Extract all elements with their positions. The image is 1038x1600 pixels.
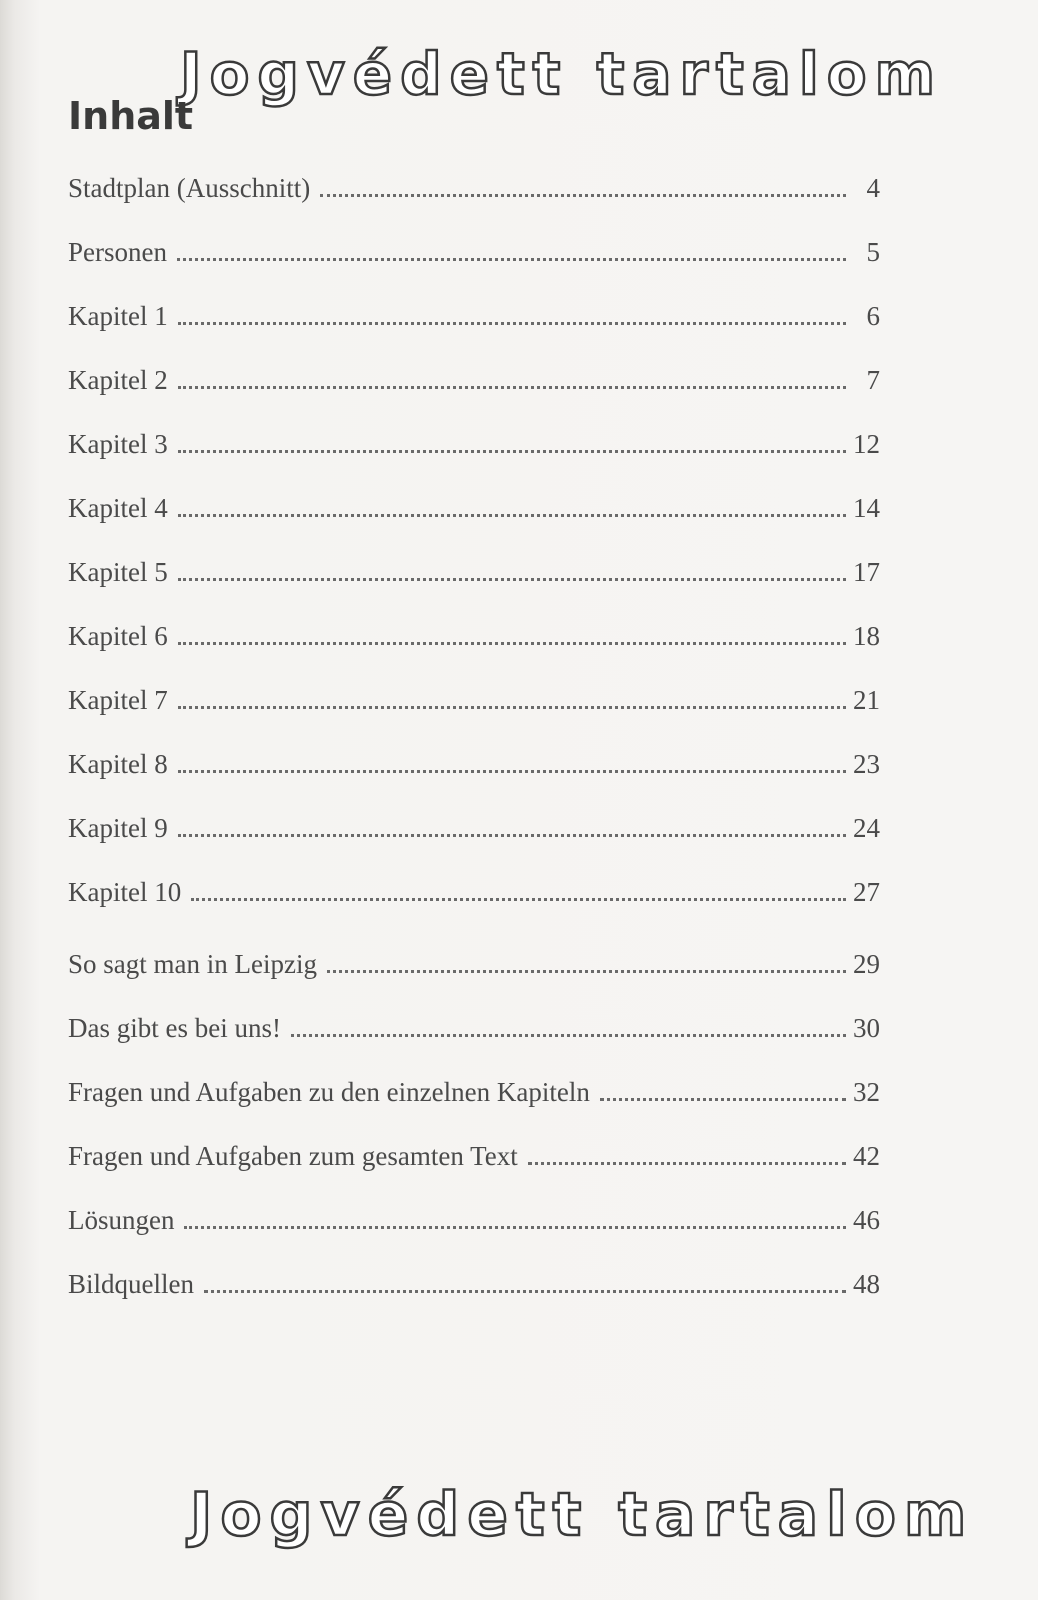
- toc-entry-label: Fragen und Aufgaben zum gesamten Text: [68, 1141, 518, 1171]
- dot-leader: [178, 704, 846, 709]
- toc-entry-label: Das gibt es bei uns!: [68, 1013, 281, 1043]
- toc-entry-label: Kapitel 1: [68, 301, 168, 331]
- toc-entry-page: 29: [853, 949, 880, 979]
- toc-entry: [68, 1136, 880, 1176]
- dot-leader: [600, 1096, 846, 1101]
- toc-entry-label: Kapitel 4: [68, 493, 168, 523]
- toc-entry-label: Bildquellen: [68, 1269, 194, 1299]
- toc-entry-label: Kapitel 3: [68, 429, 168, 459]
- toc-entry: [68, 488, 880, 528]
- toc-entry-label: Kapitel 5: [68, 557, 168, 587]
- dot-leader: [327, 968, 846, 973]
- toc-entry-label: Kapitel 6: [68, 621, 168, 651]
- toc-entry: [68, 1264, 880, 1304]
- dot-leader: [178, 512, 846, 517]
- toc-entry: [68, 744, 880, 784]
- toc-entry-page: 23: [853, 749, 880, 779]
- watermark-bottom: Jogvédett tartalom: [190, 1480, 975, 1550]
- dot-leader: [178, 768, 846, 773]
- dot-leader: [178, 320, 846, 325]
- dot-leader: [528, 1160, 846, 1165]
- dot-leader: [184, 1224, 846, 1229]
- toc-entry-label: Kapitel 10: [68, 877, 182, 907]
- toc-entry: [68, 232, 880, 272]
- toc-entry-label: Kapitel 2: [68, 365, 168, 395]
- toc-entry: [68, 1008, 880, 1048]
- toc-entry: [68, 424, 880, 464]
- toc-entry: [68, 808, 880, 848]
- toc-entry: [68, 360, 880, 400]
- toc-entry-page: 4: [866, 173, 880, 203]
- toc-entry-page: 32: [853, 1077, 880, 1107]
- toc-entry-page: 6: [866, 301, 880, 331]
- toc-entry-label: Fragen und Aufgaben zu den einzelnen Kapiteln: [68, 1077, 590, 1107]
- toc-entry-label: Stadtplan (Ausschnitt): [68, 173, 311, 203]
- toc-entry-page: 17: [853, 557, 880, 587]
- toc-entry: [68, 296, 880, 336]
- dot-leader: [191, 896, 846, 901]
- toc-entry-page: 7: [866, 365, 880, 395]
- toc-entry-page: 46: [853, 1205, 880, 1235]
- toc-entry-page: 12: [853, 429, 880, 459]
- toc-entry-page: 30: [853, 1013, 880, 1043]
- toc-entry-page: 27: [853, 877, 880, 907]
- toc-entry: [68, 616, 880, 656]
- dot-leader: [320, 192, 846, 197]
- toc-entry-label: Personen: [68, 237, 167, 267]
- watermark-top: Jogvédett tartalom: [180, 40, 944, 108]
- toc-entry-page: 5: [866, 237, 880, 267]
- toc-entry-label: Kapitel 7: [68, 685, 168, 715]
- toc-entry-page: 14: [853, 493, 880, 523]
- toc-entry-page: 48: [853, 1269, 880, 1299]
- dot-leader: [291, 1032, 846, 1037]
- toc-entry: [68, 872, 880, 912]
- dot-leader: [177, 256, 846, 261]
- toc-entry-label: So sagt man in Leipzig: [68, 949, 317, 979]
- toc-entry-page: 24: [853, 813, 880, 843]
- toc-entry-page: 18: [853, 621, 880, 651]
- dot-leader: [178, 832, 846, 837]
- toc-entry: [68, 1072, 880, 1112]
- toc-entry-page: 42: [853, 1141, 880, 1171]
- toc-entry-label: Kapitel 8: [68, 749, 168, 779]
- toc-title: Inhalt: [68, 94, 194, 138]
- toc-entry: [68, 552, 880, 592]
- dot-leader: [204, 1288, 846, 1293]
- toc-entry: [68, 944, 880, 984]
- dot-leader: [178, 448, 846, 453]
- toc-entry-label: Lösungen: [68, 1205, 175, 1235]
- dot-leader: [178, 384, 846, 389]
- dot-leader: [178, 576, 846, 581]
- toc-entry-label: Kapitel 9: [68, 813, 168, 843]
- toc-entry: [68, 168, 880, 208]
- toc-entry-page: 21: [853, 685, 880, 715]
- dot-leader: [178, 640, 846, 645]
- toc-entry: [68, 680, 880, 720]
- toc-entry: [68, 1200, 880, 1240]
